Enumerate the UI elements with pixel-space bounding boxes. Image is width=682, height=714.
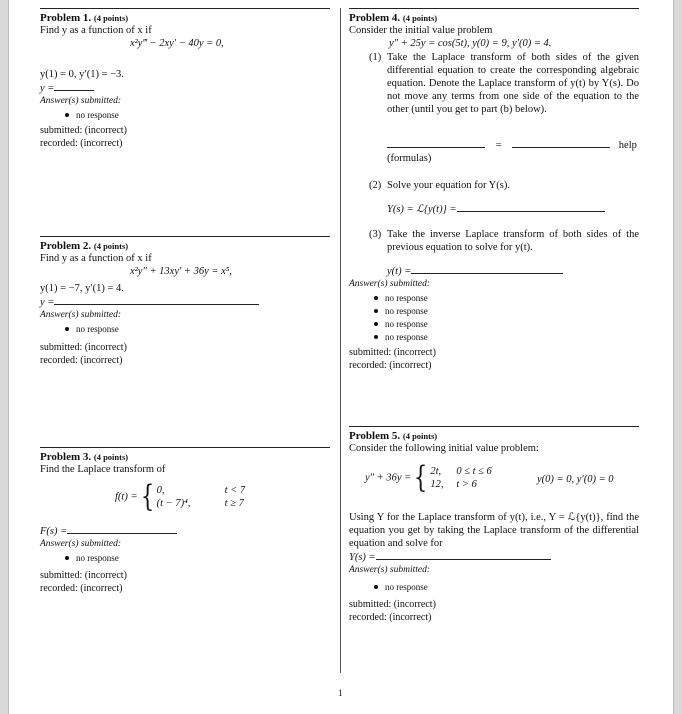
problem-5-answer-row: Y(s) = <box>349 550 639 564</box>
problem-5-instruction: Using Y for the Laplace transform of y(t), i.e., Y = ℒ{y(t)}, find the equation you get by taking the Laplace transform of the differential equation and solve for <box>349 512 639 549</box>
problem-4-rhs-field[interactable] <box>512 138 610 148</box>
problem-5-case1-cond: 0 ≤ t ≤ 6 <box>456 466 492 477</box>
problem-4-prompt: Consider the initial value problem <box>349 25 493 36</box>
problem-2-conditions: y(1) = −7, y′(1) = 4. <box>40 283 124 294</box>
problem-5-response-list <box>349 581 639 594</box>
problem-5-recorded: recorded: (incorrect) <box>349 612 432 623</box>
problem-2-response-1: no response <box>40 323 330 336</box>
problem-4-response-1: no response <box>349 292 639 305</box>
problem-3-answers-label: Answer(s) submitted: <box>40 539 122 549</box>
problem-4-step-1-text: Take the Laplace transform of both sides of the given differential equation to create the corresponding algebraic equation. Denote the Laplace transform of y(t) by Y(s). Do not move any terms from one side of the equation to the other (until you get to part (b) below). <box>387 52 639 115</box>
problem-5-submitted: submitted: (incorrect) <box>349 599 436 610</box>
problem-4-step-2-answer: Y(s) = ℒ{y(t)} = <box>349 202 639 216</box>
problem-3-recorded: recorded: (incorrect) <box>40 583 123 594</box>
problem-3-brace: { <box>140 479 154 514</box>
problem-4-submitted: submitted: (incorrect) <box>349 347 436 358</box>
page-number: 1 <box>338 688 343 698</box>
problem-4-step-3-text: Take the inverse Laplace transform of both sides of the previous equation to solve for y(t). <box>387 229 639 253</box>
problem-5-case1-expr: 2t, <box>430 466 442 477</box>
problem-5-case2-expr: 12, <box>430 479 444 490</box>
right-window-edge <box>673 0 682 714</box>
problem-4-help-link[interactable]: help <box>618 140 637 151</box>
problem-5-title: Problem 5. (4 points) <box>349 430 438 442</box>
problem-1-prompt: Find y as a function of x if <box>40 25 152 36</box>
problem-2-title: Problem 2. (4 points) <box>40 240 129 252</box>
problem-2-response-list <box>40 323 330 336</box>
problem-4-step-2-field[interactable] <box>457 202 605 212</box>
problem-4-step-1: (1) Take the Laplace transform of both sides of the given differential equation to create the corresponding algebraic equation. Denote the Laplace transform of y(t) by Y(s). Do not move any terms from one side of the equation to the other (until you get to part (b) below). <box>369 52 639 115</box>
problem-4-equation: y″ + 25y = cos(5t), y(0) = 9, y′(0) = 4. <box>389 38 552 49</box>
problem-3-response-list <box>40 552 330 565</box>
problem-1-equation: x²y‴ − 2xy′ − 40y = 0, <box>130 38 224 49</box>
problem-2 <box>40 236 330 367</box>
problem-4-answers-label: Answer(s) submitted: <box>349 279 431 289</box>
problem-3-piecewise <box>40 479 330 514</box>
problem-3-prompt: Find the Laplace transform of <box>40 464 166 475</box>
problem-4-step-2: (2) Solve your equation for Y(s). <box>369 180 510 191</box>
problem-4-step-3-field[interactable] <box>411 264 563 274</box>
problem-5-equation <box>349 460 639 497</box>
problem-4-response-list <box>349 292 639 344</box>
problem-3-submitted: submitted: (incorrect) <box>40 570 127 581</box>
problem-5-lhs: y″ + 36y = <box>365 472 412 484</box>
problem-5-initial-conditions: y(0) = 0, y′(0) = 0 <box>537 474 614 485</box>
problem-5 <box>349 426 639 624</box>
problem-4-step-3-answer: y(t) = <box>349 264 639 278</box>
problem-2-answers-label: Answer(s) submitted: <box>40 310 122 320</box>
problem-2-answer-field[interactable] <box>54 295 259 305</box>
problem-3-case2-cond: t ≥ 7 <box>224 498 244 509</box>
problem-5-brace: { <box>414 460 428 495</box>
problem-4 <box>349 8 639 372</box>
problem-4-step-2-text: Solve your equation for Y(s). <box>387 180 510 191</box>
problem-1-answer-field[interactable] <box>54 81 94 91</box>
problem-4-response-4: no response <box>349 331 639 344</box>
column-divider <box>340 8 341 673</box>
problem-3-answer-row: F(s) = <box>40 524 330 538</box>
problem-2-answer-row: y = <box>40 295 330 309</box>
problem-4-lhs-field[interactable] <box>387 138 485 148</box>
problem-5-answers-label: Answer(s) submitted: <box>349 565 431 575</box>
problem-1 <box>40 8 330 150</box>
problem-4-title: Problem 4. (4 points) <box>349 12 438 24</box>
problem-1-title: Problem 1. (4 points) <box>40 12 129 24</box>
problem-1-conditions: y(1) = 0, y′(1) = −3. <box>40 69 124 80</box>
problem-1-response-list <box>40 109 330 122</box>
problem-3-case1-expr: 0, <box>156 485 165 496</box>
problem-1-response-1: no response <box>40 109 330 122</box>
problem-4-rule <box>349 8 639 9</box>
problem-1-submitted: submitted: (incorrect) <box>40 125 127 136</box>
left-window-edge <box>0 0 9 714</box>
problem-5-case2-cond: t > 6 <box>456 479 477 490</box>
problem-3 <box>40 447 330 595</box>
problem-2-submitted: submitted: (incorrect) <box>40 342 127 353</box>
problem-4-step-1-answer <box>349 138 639 152</box>
problem-2-prompt: Find y as a function of x if <box>40 253 152 264</box>
problem-3-answer-field[interactable] <box>67 524 177 534</box>
problem-3-case1-cond: t < 7 <box>224 485 246 496</box>
problem-1-answer-row: y = <box>40 81 330 95</box>
problem-4-equals: = <box>495 140 502 151</box>
problem-3-case2-expr: (t − 7)⁴, <box>156 498 191 509</box>
problem-3-title: Problem 3. (4 points) <box>40 451 129 463</box>
problem-5-answer-field[interactable] <box>376 550 551 560</box>
problem-1-rule <box>40 8 330 9</box>
problem-1-answers-label: Answer(s) submitted: <box>40 96 122 106</box>
problem-1-recorded: recorded: (incorrect) <box>40 138 123 149</box>
problem-4-recorded: recorded: (incorrect) <box>349 360 432 371</box>
problem-5-response-1: no response <box>349 581 639 594</box>
problem-5-rule <box>349 426 639 427</box>
problem-4-formulas-link[interactable]: (formulas) <box>387 153 432 164</box>
problem-3-f-label: f(t) = <box>115 491 138 503</box>
problem-4-response-3: no response <box>349 318 639 331</box>
problem-4-response-2: no response <box>349 305 639 318</box>
problem-2-equation: x²y″ + 13xy′ + 36y = x⁵, <box>130 266 233 277</box>
problem-4-step-3: (3) Take the inverse Laplace transform of both sides of the previous equation to solve for y(t). <box>369 229 639 253</box>
problem-3-rule <box>40 447 330 448</box>
problem-2-rule <box>40 236 330 237</box>
problem-5-prompt: Consider the following initial value problem: <box>349 443 539 454</box>
problem-3-response-1: no response <box>40 552 330 565</box>
problem-2-recorded: recorded: (incorrect) <box>40 355 123 366</box>
